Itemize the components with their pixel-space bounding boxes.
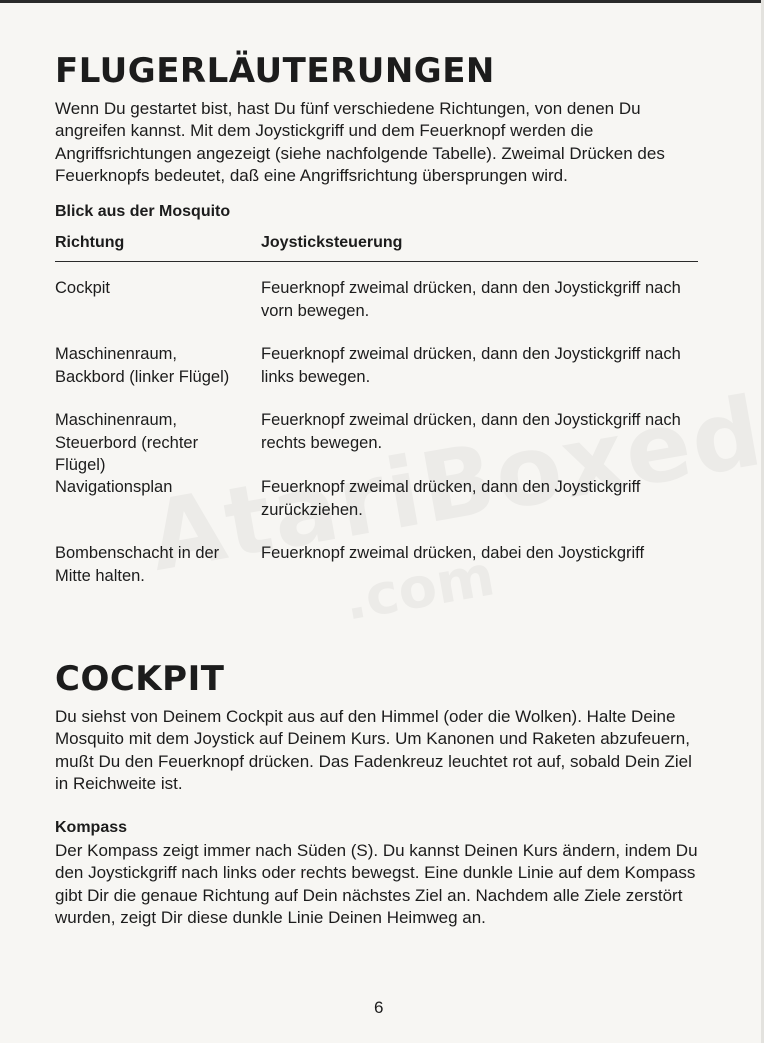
section-title-cockpit: COCKPIT (55, 659, 225, 699)
column-header-richtung: Richtung (55, 234, 125, 251)
row-direction: Bombenschacht in der Mitte halten. (55, 544, 220, 585)
table-header-divider (55, 261, 698, 262)
row-direction: Maschinenraum, Backbord (linker Flügel) (55, 345, 230, 386)
section-title-flugerlaeuterungen: FLUGERLÄUTERUNGEN (55, 51, 495, 91)
top-border (0, 0, 764, 3)
row-direction: Navigationsplan (55, 478, 173, 496)
page-number: 6 (374, 998, 384, 1017)
row-direction: Maschinenraum, Steuerbord (rechter Flügel) (55, 411, 199, 474)
kompass-paragraph: Der Kompass zeigt immer nach Süden (S). Du kannst Deinen Kurs ändern, indem Du den Joystickgriff nach links oder rechts bewegst. Eine dunkle Linie auf dem Kompass gibt Dir die genaue Richtung auf Dein nächstes Ziel an. Nachdem alle Ziele zerstört wurden, zeigt Dir diese dunkle Linie Deinen Heimweg an. (55, 841, 698, 928)
row-control: Feuerknopf zweimal drücken, dann den Joystickgriff nach vorn bewegen. (261, 279, 681, 320)
intro-paragraph: Wenn Du gestartet bist, hast Du fünf verschiedene Richtungen, von denen Du angreifen kannst. Mit dem Joystickgriff und dem Feuerknopf werden die Angriffsrichtungen angezeigt (siehe nachfolgende Tabelle). Zweimal Drücken des Feuerknopfs bedeutet, daß eine Angriffsrichtung übersprungen wird. (55, 99, 665, 186)
cockpit-paragraph: Du siehst von Deinem Cockpit aus auf den Himmel (oder die Wolken). Halte Deine Mosquito mit dem Joystick auf Deinem Kurs. Um Kanonen und Raketen abzufeuern, mußt Du den Feuerknopf drücken. Das Fadenkreuz leuchtet rot auf, sobald Dein Ziel in Reichweite ist. (55, 707, 692, 794)
row-control: Feuerknopf zweimal drücken, dann den Joystickgriff nach links bewegen. (261, 345, 681, 386)
row-direction: Cockpit (55, 279, 111, 297)
row-control: Feuerknopf zweimal drücken, dann den Joystickgriff nach rechts bewegen. (261, 411, 681, 452)
column-header-joysticksteuerung: Joysticksteuerung (261, 234, 403, 251)
row-control: Feuerknopf zweimal drücken, dann den Joystickgriff zurückziehen. (261, 478, 641, 519)
table-subheading: Blick aus der Mosquito (55, 203, 231, 220)
kompass-heading: Kompass (55, 819, 128, 836)
row-control: Feuerknopf zweimal drücken, dabei den Joystickgriff (261, 544, 645, 562)
